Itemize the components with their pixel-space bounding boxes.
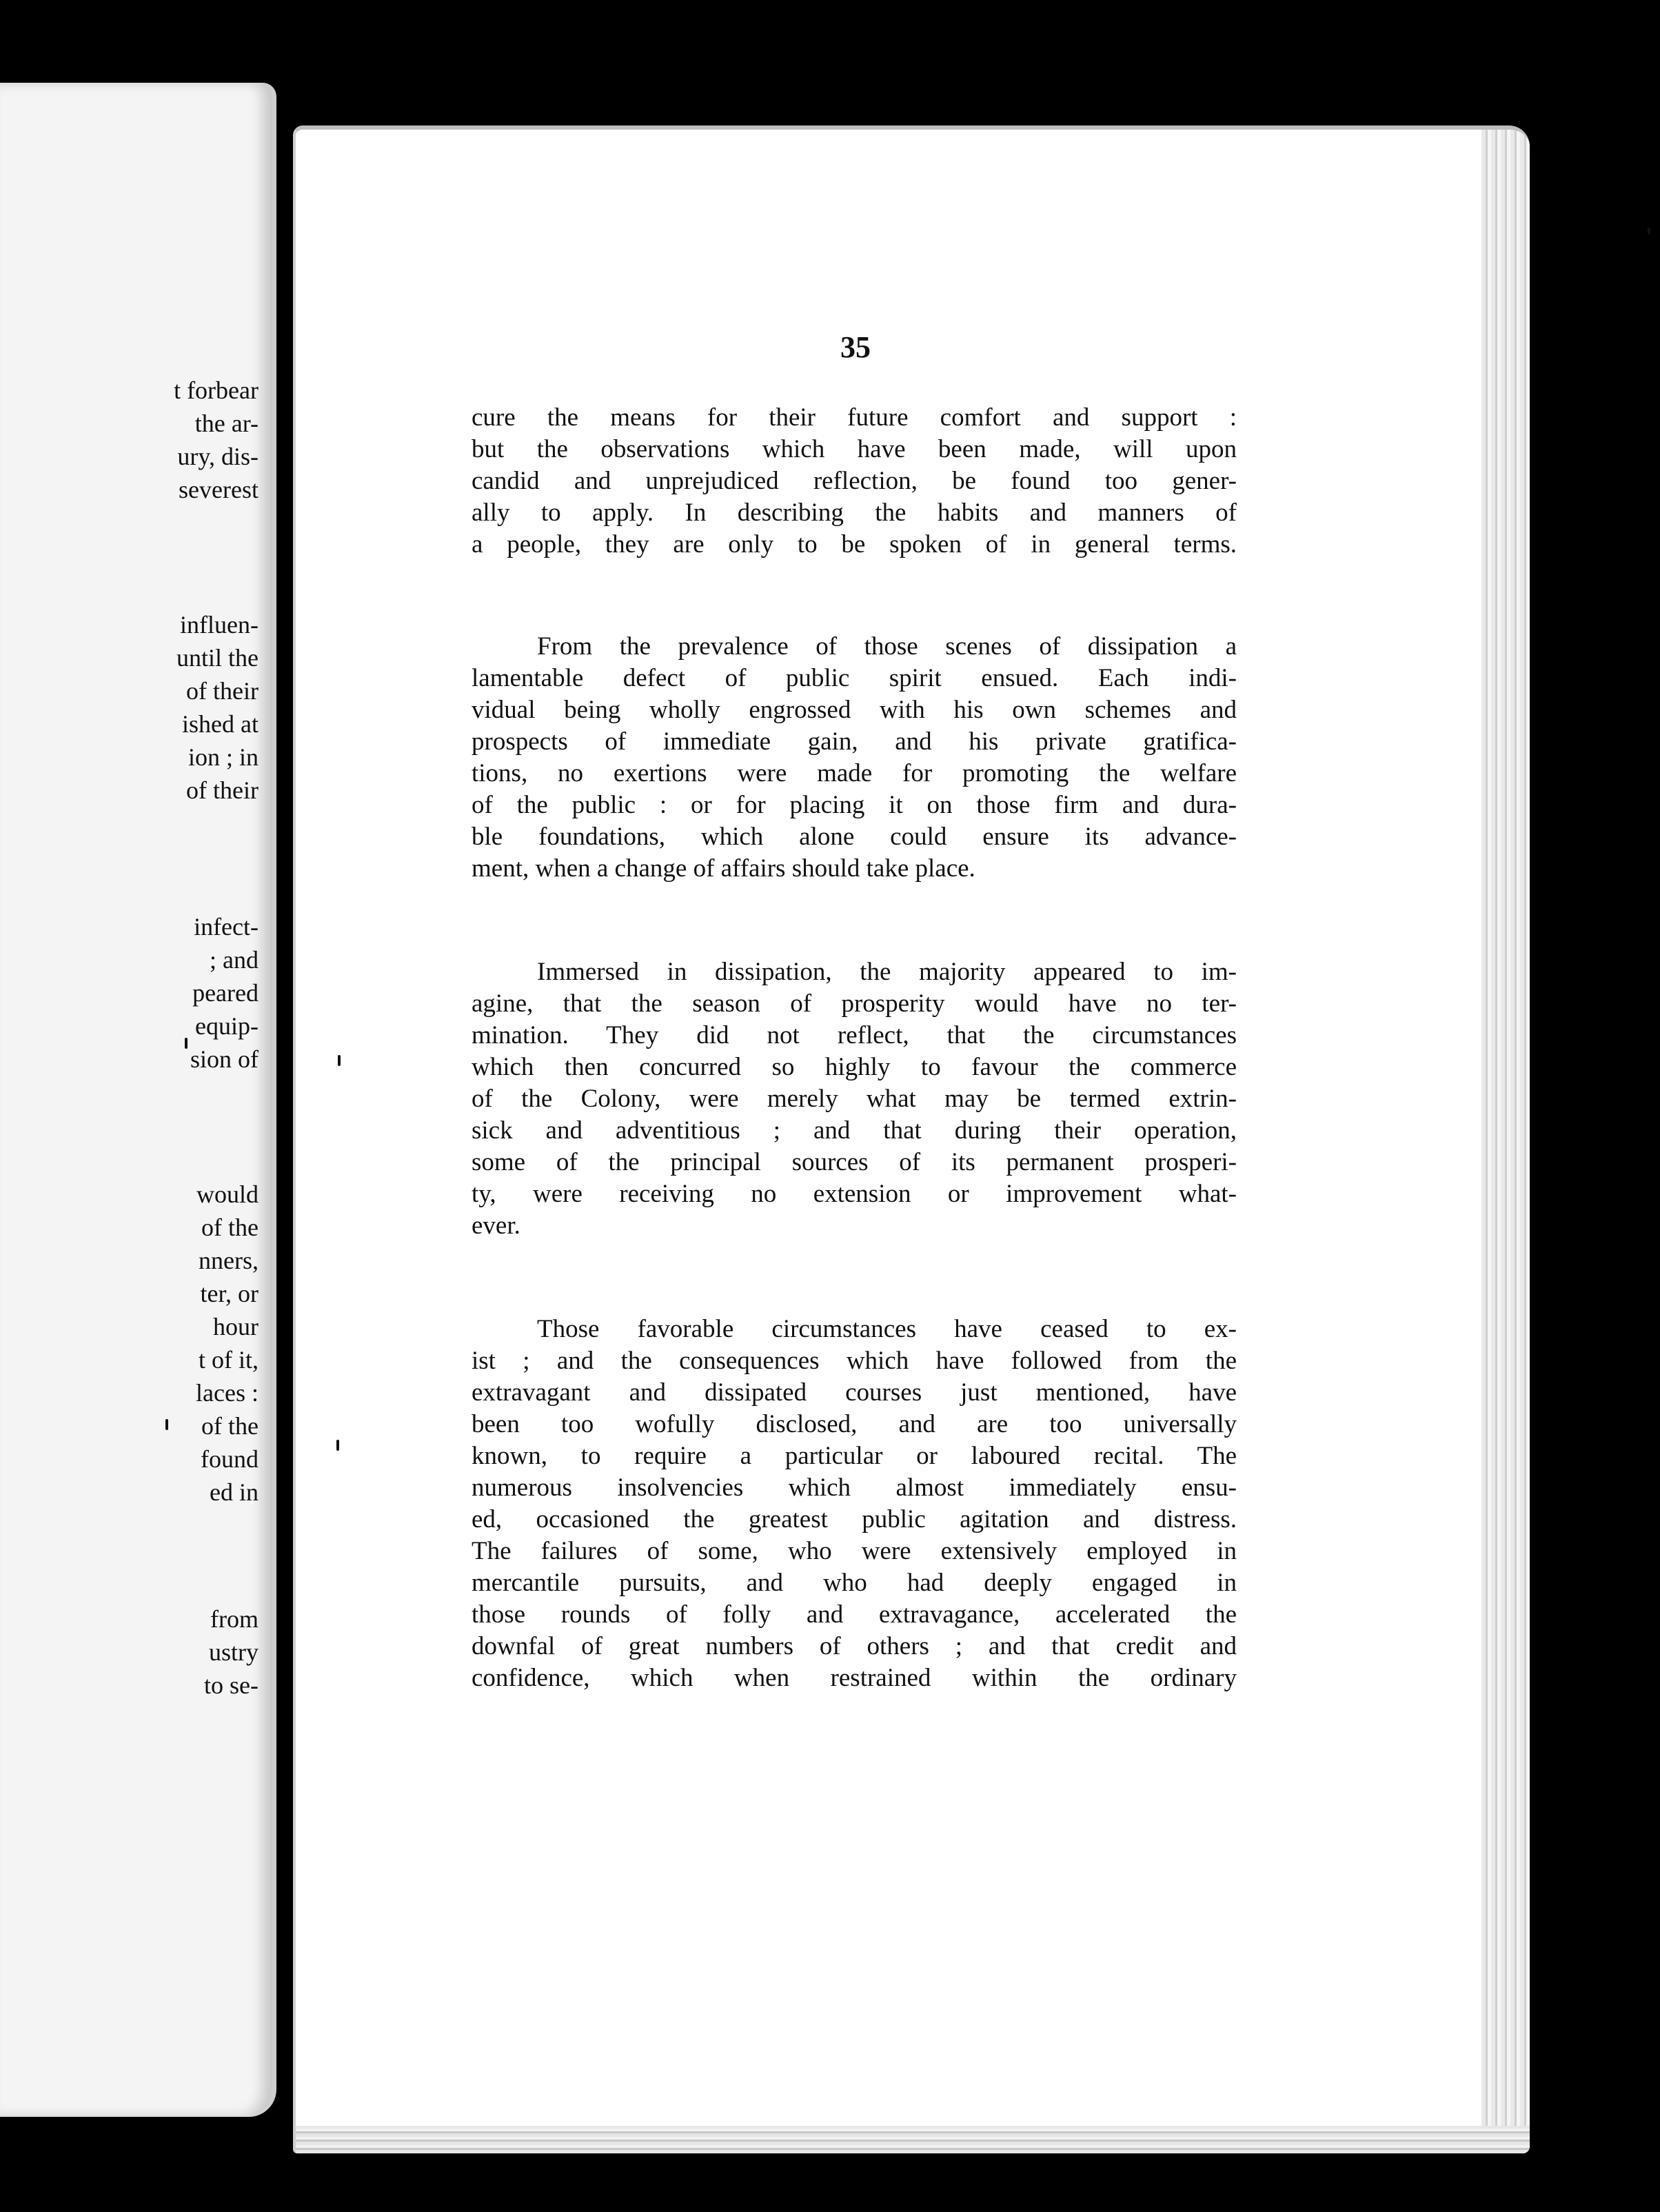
body-line: The failures of some, who were extensively employed in [472, 1537, 1237, 1565]
body-line: mination. They did not reflect, that the circumstances [472, 1021, 1237, 1049]
body-line: From the prevalence of those scenes of dissipation a [537, 632, 1237, 661]
ink-speck [338, 1055, 341, 1066]
left-line: of the [201, 1214, 259, 1241]
body-line: ist ; and the consequences which have followed from the [472, 1347, 1237, 1375]
body-line: cure the means for their future comfort and support : [472, 403, 1237, 432]
ink-speck [1648, 228, 1650, 234]
body-line: been too wofully disclosed, and are too universally [472, 1410, 1237, 1438]
body-line: but the observations which have been made, will upon [472, 435, 1237, 463]
body-line: known, to require a particular or laboured recital. The [472, 1442, 1237, 1470]
body-line: of the Colony, were merely what may be termed extrin- [472, 1085, 1237, 1113]
left-line: t of it, [199, 1346, 259, 1374]
body-line: Immersed in dissipation, the majority appeared to im- [537, 958, 1237, 986]
body-line: ty, were receiving no extension or improvement what- [472, 1180, 1237, 1208]
body-line: mercantile pursuits, and who had deeply engaged in [472, 1569, 1237, 1597]
body-line: vidual being wholly engrossed with his own schemes and [472, 696, 1237, 724]
left-line: would [196, 1180, 259, 1208]
body-line: of the public : or for placing it on those firm and dura- [472, 791, 1237, 819]
body-line: ever. [472, 1211, 520, 1240]
body-line: Those favorable circumstances have ceased to ex- [537, 1315, 1237, 1343]
page-bottom-edge [296, 2126, 1530, 2153]
left-line: to se- [204, 1671, 259, 1699]
left-line: hour [213, 1313, 259, 1340]
body-line: those rounds of folly and extravagance, accelerated the [472, 1600, 1237, 1629]
body-line: tions, no exertions were made for promoting the welfare [472, 759, 1237, 787]
left-line: t forbear [174, 376, 259, 404]
page-edge [1481, 130, 1530, 2153]
left-line: found [201, 1445, 259, 1473]
left-line: the ar- [194, 410, 259, 437]
left-line: sion of [190, 1045, 259, 1073]
left-line: ished at [182, 710, 259, 738]
body-line: which then concurred so highly to favour the commerce [472, 1053, 1237, 1081]
left-line: laces : [196, 1379, 259, 1407]
left-line: ; and [210, 946, 259, 974]
left-line: severest [179, 476, 259, 503]
body-line: agine, that the season of prosperity would have no ter- [472, 989, 1237, 1018]
right-page [293, 125, 1530, 2153]
left-line: of their [186, 677, 259, 705]
left-line: influen- [180, 611, 259, 639]
body-line: ment, when a change of affairs should take place. [472, 854, 975, 883]
ink-speck [336, 1440, 339, 1451]
left-line: ury, dis- [177, 443, 259, 470]
left-line: of the [201, 1412, 259, 1440]
body-line: a people, they are only to be spoken of in general terms. [472, 530, 1237, 559]
left-line: from [210, 1605, 259, 1633]
left-line: ion ; in [188, 743, 259, 771]
body-line: candid and unprejudiced reflection, be found too gener- [472, 467, 1237, 495]
left-page [0, 83, 276, 2117]
ink-speck [165, 1419, 168, 1430]
left-line: ustry [209, 1638, 259, 1666]
left-line: of their [186, 776, 259, 804]
left-line: infect- [194, 913, 259, 941]
left-line: ed in [210, 1478, 259, 1506]
body-line: downfal of great numbers of others ; and that credit and [472, 1632, 1237, 1660]
body-line: ally to apply. In describing the habits and manners of [472, 499, 1237, 527]
ink-speck [185, 1038, 188, 1049]
body-line: lamentable defect of public spirit ensued. Each indi- [472, 664, 1237, 692]
body-line: numerous insolvencies which almost immediately ensu- [472, 1474, 1237, 1502]
page-number: 35 [840, 330, 871, 364]
left-line: nners, [199, 1247, 259, 1274]
body-line: ble foundations, which alone could ensure its advance- [472, 823, 1237, 851]
body-line: prospects of immediate gain, and his private gratifica- [472, 727, 1237, 756]
left-line: ter, or [200, 1280, 259, 1307]
body-line: confidence, which when restrained within the ordinary [472, 1664, 1237, 1692]
left-line: peared [192, 979, 259, 1007]
body-line: extravagant and dissipated courses just mentioned, have [472, 1378, 1237, 1407]
body-line: some of the principal sources of its permanent prosperi- [472, 1148, 1237, 1176]
left-line: equip- [195, 1012, 259, 1040]
body-line: ed, occasioned the greatest public agitation and distress. [472, 1505, 1237, 1534]
body-line: sick and adventitious ; and that during their operation, [472, 1116, 1237, 1145]
left-line: until the [176, 644, 259, 672]
